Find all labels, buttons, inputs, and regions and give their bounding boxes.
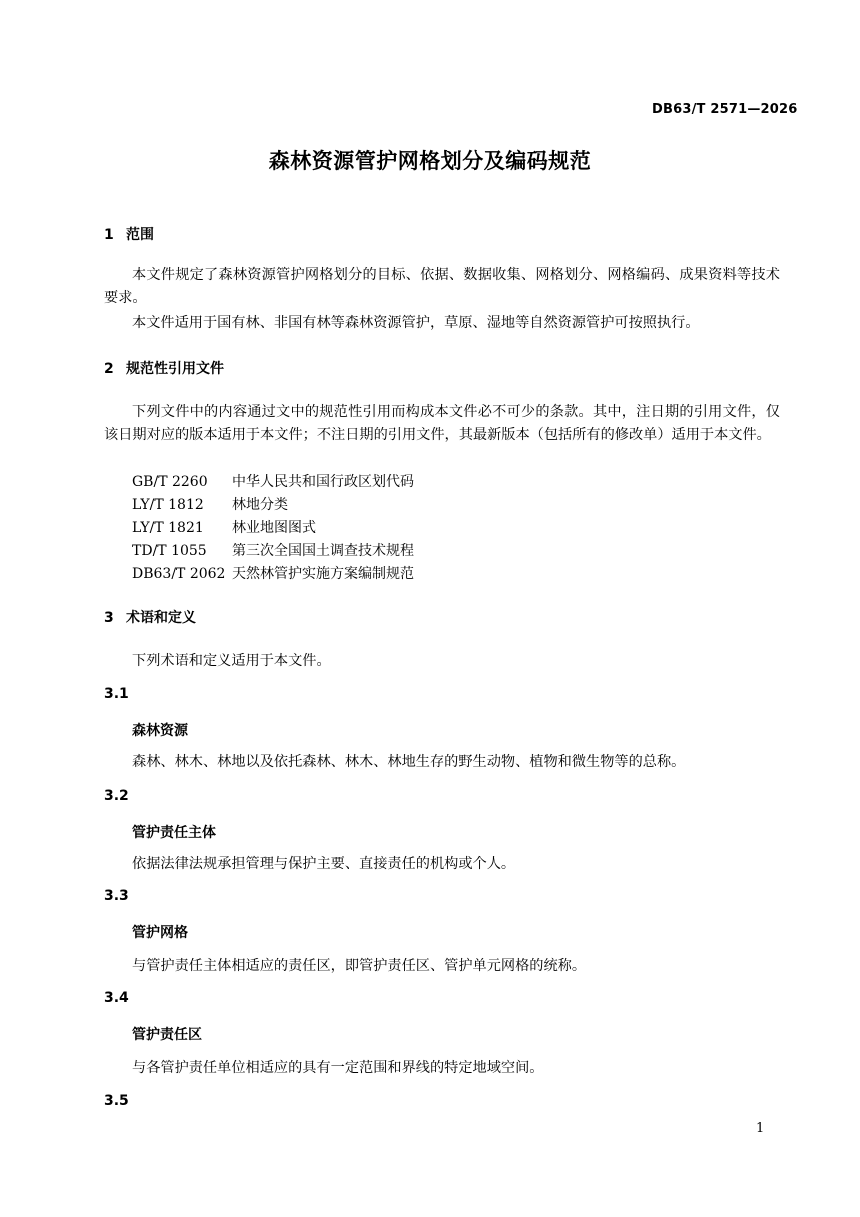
- term-number: 3.4: [104, 990, 129, 1006]
- section-2-title: 规范性引用文件: [126, 361, 224, 377]
- reference-code: LY/T 1812: [132, 497, 204, 513]
- reference-name: 林地分类: [232, 497, 288, 513]
- reference-code: DB63/T 2062: [132, 566, 226, 582]
- term-number: 3.3: [104, 888, 129, 904]
- term-name: 管护网格: [132, 925, 188, 941]
- term-definition: 依据法律法规承担管理与保护主要、直接责任的机构或个人。: [132, 856, 516, 872]
- section-2-heading: [104, 358, 224, 378]
- reference-code: LY/T 1821: [132, 520, 204, 536]
- term-number: 3.2: [104, 788, 129, 804]
- term-name: 管护责任区: [132, 1027, 202, 1043]
- term-definition: 森林、林木、林地以及依托森林、林木、林地生存的野生动物、植物和微生物等的总称。: [132, 754, 686, 770]
- reference-code: GB/T 2260: [132, 474, 208, 490]
- term-number: 3.5: [104, 1093, 129, 1109]
- term-definition: 与管护责任主体相适应的责任区，即管护责任区、管护单元网格的统称。: [132, 958, 587, 974]
- document-title: 森林资源管护网格划分及编码规范: [268, 149, 592, 173]
- reference-item: [132, 563, 414, 583]
- section-1-heading: [104, 224, 154, 244]
- standard-code: DB63/T 2571—2026: [652, 102, 798, 117]
- section-2-intro: 下列文件中的内容通过文中的规范性引用而构成本文件必不可少的条款。其中，注日期的引用文件，仅该日期对应的版本适用于本文件；不注日期的引用文件，其最新版本（包括所有的修改单）适用于本文件。: [104, 404, 780, 443]
- reference-code: TD/T 1055: [132, 543, 207, 559]
- section-3-number: 3: [104, 610, 114, 626]
- section-1-paragraph-2: 本文件适用于国有林、非国有林等森林资源管护，草原、湿地等自然资源管护可按照执行。: [132, 315, 700, 331]
- reference-name: 天然林管护实施方案编制规范: [232, 566, 414, 582]
- term-number: 3.1: [104, 686, 129, 702]
- section-2-number: 2: [104, 361, 114, 377]
- reference-name: 第三次全国国土调查技术规程: [232, 543, 414, 559]
- reference-item: [132, 540, 414, 560]
- section-1-title: 范围: [126, 227, 154, 243]
- section-3-heading: [104, 607, 196, 627]
- page-number: 1: [756, 1121, 765, 1136]
- term-name: 森林资源: [132, 723, 188, 739]
- section-1-paragraph-1: 本文件规定了森林资源管护网格划分的目标、依据、数据收集、网格划分、网格编码、成果资料等技术要求。: [104, 267, 780, 306]
- reference-name: 中华人民共和国行政区划代码: [232, 474, 414, 490]
- reference-item: [132, 471, 414, 491]
- term-name: 管护责任主体: [132, 825, 216, 841]
- term-definition: 与各管护责任单位相适应的具有一定范围和界线的特定地域空间。: [132, 1060, 544, 1076]
- reference-name: 林业地图图式: [232, 520, 316, 536]
- section-3-intro: 下列术语和定义适用于本文件。: [132, 653, 331, 669]
- reference-item: [132, 517, 316, 537]
- section-1-number: 1: [104, 227, 114, 243]
- section-3-title: 术语和定义: [126, 610, 196, 626]
- reference-item: [132, 494, 288, 514]
